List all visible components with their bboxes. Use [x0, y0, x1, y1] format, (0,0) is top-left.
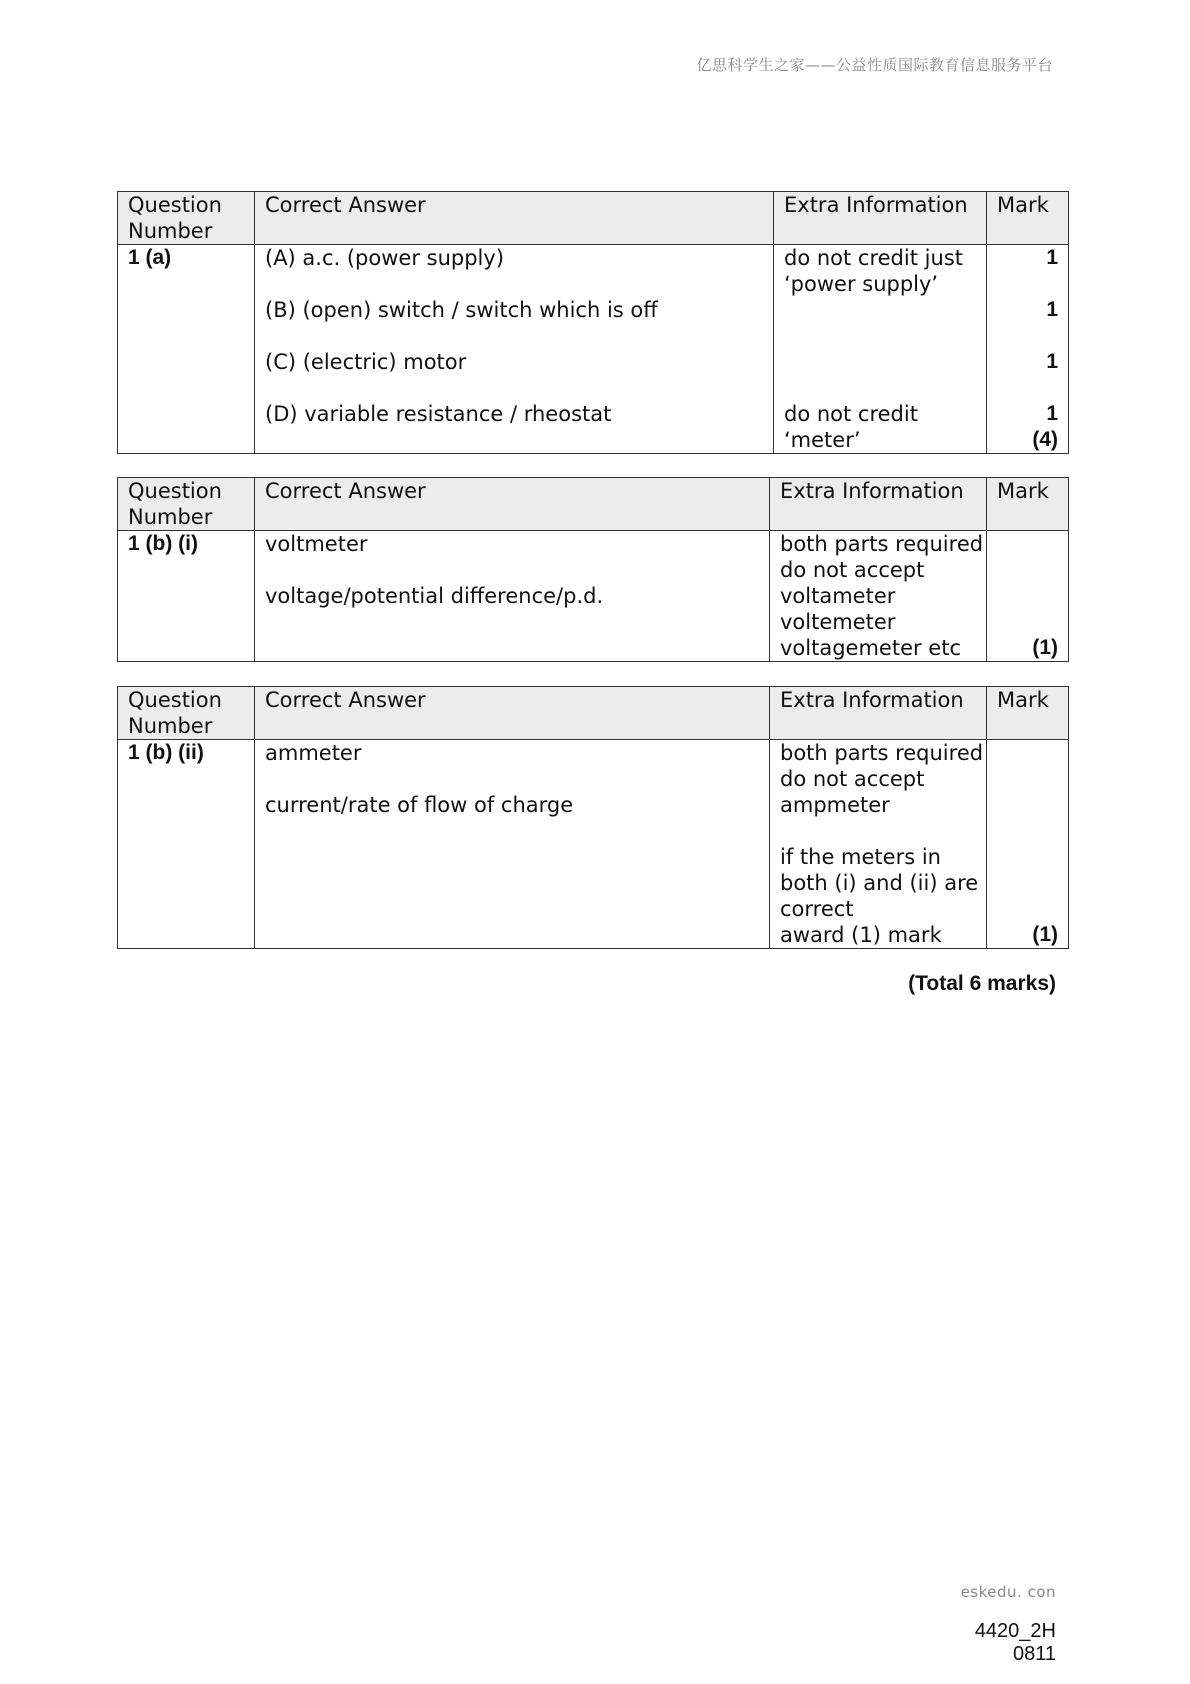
cell-line [997, 609, 1058, 635]
header-question-number: Question Number [118, 192, 255, 245]
table-row [118, 245, 1069, 454]
cell-line: voltmeter [265, 532, 368, 556]
question-number: 1 (a) [118, 245, 255, 454]
cell-line [997, 557, 1058, 583]
mark-scheme-table-1b-ii [117, 686, 1069, 949]
header-extra-information: Extra Information [770, 687, 987, 740]
cell-line [784, 297, 976, 323]
cell-line [265, 323, 763, 349]
cell-line [997, 271, 1058, 297]
cell-line [997, 531, 1058, 557]
site-watermark: eskedu. con [960, 1583, 1056, 1601]
table-row [118, 531, 1069, 662]
cell-line: if the meters in [780, 845, 941, 869]
cell-line: do not accept [780, 767, 925, 791]
cell-line [997, 870, 1058, 896]
cell-line [997, 766, 1058, 792]
cell-line: (D) variable resistance / rheostat [265, 402, 612, 426]
question-number: 1 (b) (ii) [118, 740, 255, 949]
cell-line: (B) (open) switch / switch which is off [265, 298, 658, 322]
cell-line [784, 323, 976, 349]
cell-line [265, 557, 759, 583]
cell-line: do not accept [780, 558, 925, 582]
cell-line: ammeter [265, 741, 362, 765]
header-mark: Mark [987, 687, 1069, 740]
cell-line [265, 609, 759, 635]
table-header-row [118, 478, 1069, 531]
cell-line [265, 870, 759, 896]
cell-line: ‘meter’ [784, 428, 861, 452]
cell-line: both (i) and (ii) are [780, 871, 979, 895]
mark-scheme-table-1b-i [117, 477, 1069, 662]
cell-line: 1 [1046, 246, 1058, 269]
cell-line [997, 818, 1058, 844]
mark-cell [987, 740, 1069, 949]
cell-line [265, 271, 763, 297]
cell-line [265, 844, 759, 870]
cell-line: ampmeter [780, 793, 890, 817]
header-correct-answer: Correct Answer [255, 478, 770, 531]
cell-line [265, 635, 759, 661]
cell-line: 1 [1046, 402, 1058, 425]
cell-line [784, 375, 976, 401]
total-marks: (Total 6 marks) [908, 972, 1056, 995]
answer-cell [255, 740, 770, 949]
cell-line [265, 896, 759, 922]
cell-line: 1 [1046, 350, 1058, 373]
cell-line: both parts required [780, 532, 984, 556]
table-row [118, 740, 1069, 949]
answer-cell [255, 245, 774, 454]
question-number: 1 (b) (i) [118, 531, 255, 662]
cell-line: voltage/potential difference/p.d. [265, 584, 604, 608]
cell-line [997, 844, 1058, 870]
cell-line [997, 323, 1058, 349]
paper-code [975, 1620, 1056, 1666]
cell-line [997, 740, 1058, 766]
header-mark: Mark [987, 192, 1069, 245]
cell-line: current/rate of flow of charge [265, 793, 574, 817]
cell-line [265, 766, 759, 792]
cell-line: (1) [1032, 923, 1058, 946]
table-header-row [118, 687, 1069, 740]
header-extra-information: Extra Information [770, 478, 987, 531]
cell-line: correct [780, 897, 854, 921]
cell-line [265, 922, 759, 948]
cell-line: 1 [1046, 298, 1058, 321]
cell-line [997, 583, 1058, 609]
mark-cell [987, 531, 1069, 662]
cell-line: (1) [1032, 636, 1058, 659]
cell-line [997, 792, 1058, 818]
cell-line [784, 349, 976, 375]
cell-line [265, 818, 759, 844]
cell-line: do not credit [784, 402, 918, 426]
cell-line: award (1) mark [780, 923, 942, 947]
header-question-number: Question Number [118, 687, 255, 740]
cell-line [997, 375, 1058, 401]
mark-scheme-table-1a [117, 191, 1069, 454]
cell-line: both parts required [780, 741, 984, 765]
paper-code-line: 4420_2H [974, 1620, 1056, 1642]
mark-cell [987, 245, 1069, 454]
cell-line: ‘power supply’ [784, 272, 939, 296]
cell-line [780, 818, 976, 844]
answer-cell [255, 531, 770, 662]
paper-code-line: 0811 [1012, 1643, 1056, 1665]
cell-line [997, 896, 1058, 922]
table-header-row [118, 192, 1069, 245]
extra-info-cell [770, 740, 987, 949]
header-correct-answer: Correct Answer [255, 192, 774, 245]
cell-line: (C) (electric) motor [265, 350, 467, 374]
header-extra-information: Extra Information [774, 192, 987, 245]
cell-line [265, 375, 763, 401]
header-mark: Mark [987, 478, 1069, 531]
header-correct-answer: Correct Answer [255, 687, 770, 740]
cell-line: (4) [1032, 428, 1058, 451]
cell-line: do not credit just [784, 246, 963, 270]
cell-line: voltameter [780, 584, 896, 608]
cell-line: (A) a.c. (power supply) [265, 246, 505, 270]
cell-line [265, 427, 763, 453]
extra-info-cell [770, 531, 987, 662]
header-question-number: Question Number [118, 478, 255, 531]
extra-info-cell [774, 245, 987, 454]
header-watermark-note: 亿思科学生之家——公益性质国际教育信息服务平台 [696, 56, 1053, 74]
cell-line: voltagemeter etc [780, 636, 962, 660]
cell-line: voltemeter [780, 610, 896, 634]
